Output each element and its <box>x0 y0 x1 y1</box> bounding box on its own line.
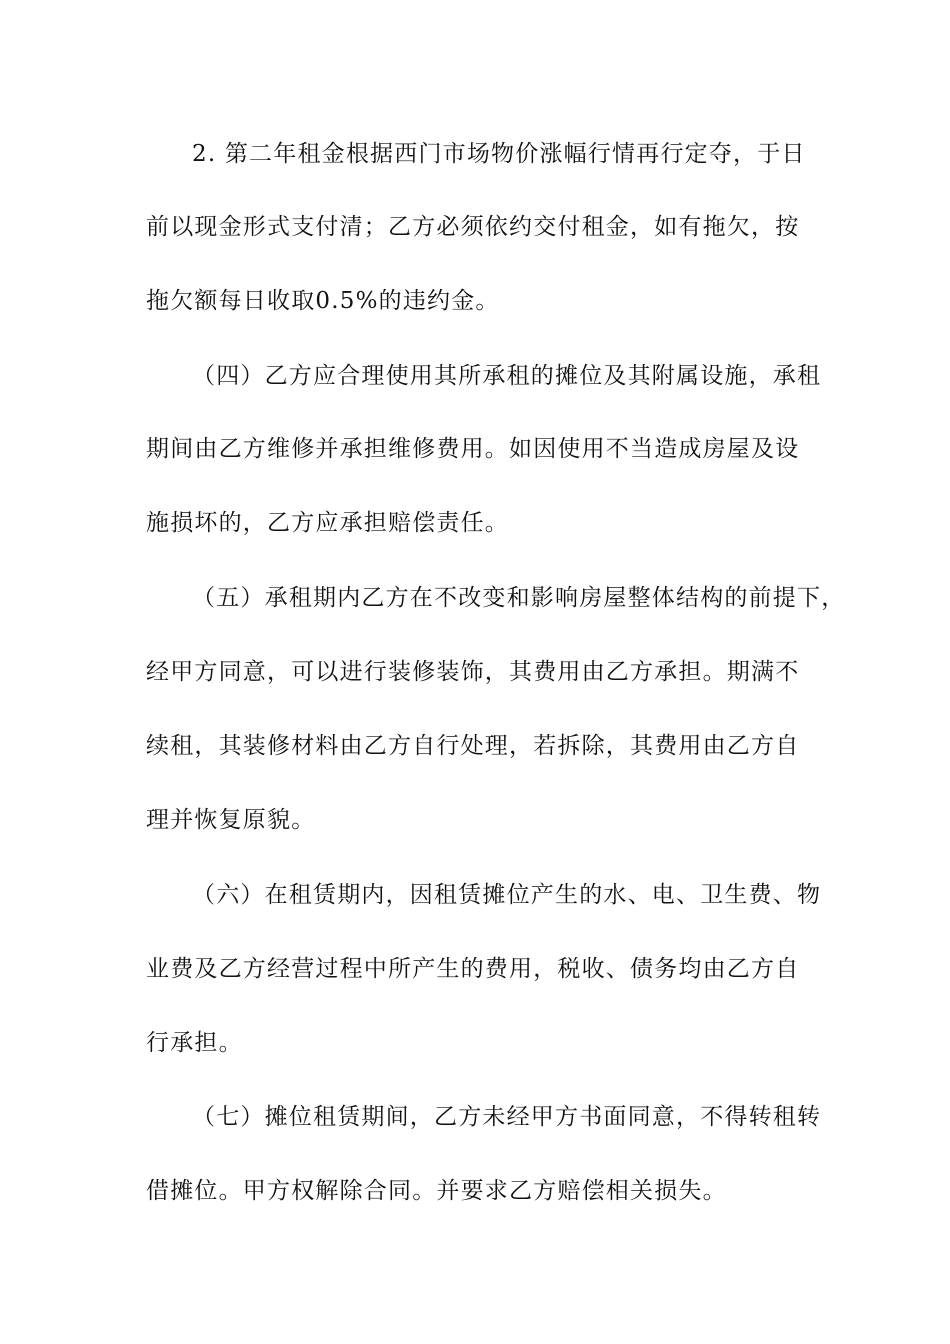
text-line: 前以现金形式支付清；乙方必须依约交付租金，如有拖欠，按 <box>146 214 800 240</box>
text-line: 借摊位。甲方权解除合同。并要求乙方赔偿相关损失。 <box>146 1178 727 1204</box>
text-line: 理并恢复原貌。 <box>146 807 316 833</box>
text-line: 拖欠额每日收取0.5%的违约金。 <box>146 288 500 314</box>
text-line: （六）在租赁期内，因租赁摊位产生的水、电、卫生费、物 <box>192 882 822 908</box>
text-line: （七）摊位租赁期间，乙方未经甲方书面同意，不得转租转 <box>192 1104 822 1130</box>
text-line: （五）承租期内乙方在不改变和影响房屋整体结构的前提下， <box>192 585 846 611</box>
text-line: 2. 第二年租金根据西门市场物价涨幅行情再行定夺，于日 <box>192 141 806 167</box>
text-line: 期间由乙方维修并承担维修费用。如因使用不当造成房屋及设 <box>146 436 800 462</box>
text-line: 施损坏的，乙方应承担赔偿责任。 <box>146 510 509 536</box>
text-line: 经甲方同意，可以进行装修装饰，其费用由乙方承担。期满不 <box>146 659 800 685</box>
text-line: 续租，其装修材料由乙方自行处理，若拆除，其费用由乙方自 <box>146 733 800 759</box>
text-line: 行承担。 <box>146 1030 243 1056</box>
text-line: 业费及乙方经营过程中所产生的费用，税收、债务均由乙方自 <box>146 956 800 982</box>
text-line: （四）乙方应合理使用其所承租的摊位及其附属设施，承租 <box>192 363 822 389</box>
